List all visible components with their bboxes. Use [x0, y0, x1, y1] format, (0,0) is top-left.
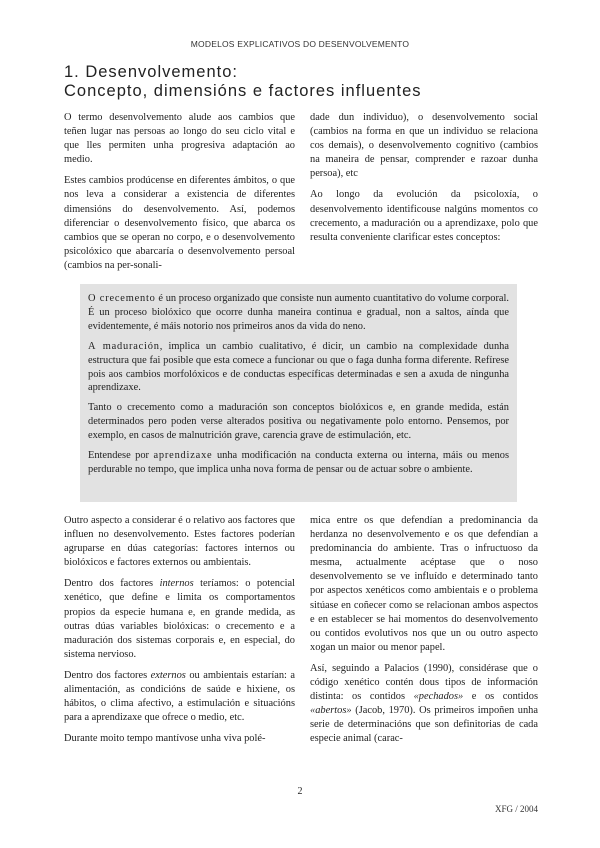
factors-paragraph: Dentro dos factores internos teríamos: o potencial xenético, que define e limita os comportamentos propios da especie humana e, en grande medida, as outras dúas variables biolóxicas: o crecemento e a maduración dos sistemas corporais e, en especial, do sistema nervioso.: [64, 578, 295, 660]
factors-paragraph: Durante moito tempo mantívose unha viva polé-: [64, 733, 266, 745]
definitions-box: [80, 284, 517, 502]
factors-paragraph: Outro aspecto a considerar é o relativo aos factores que influen no desenvolvemento. Estes factores poderían agruparse en dúas categorías: factores internos ou biolóxicos e factores externos ou ambientais.: [64, 515, 295, 569]
factors-paragraph: Dentro dos factores externos ou ambientais estarían: a alimentación, as condicións de saúde e hixiene, os hábitos, o clima afectivo, a estimulación e situacións para a aprendizaxe que ofrece o medio, etc.: [64, 669, 295, 724]
definition-growth: O crecemento é un proceso organizado que consiste nun aumento cuantitativo do volume corporal. É un proceso biolóxico que ocorre dunha maneira continua e gradual, non a saltos, aínda que evidentemente, é máis notorio nos primeiros anos da vida do neno.: [88, 293, 509, 332]
intro-paragraph: O termo desenvolvemento alude aos cambios que teñen lugar nas persoas ao longo do seu ciclo vital e que lles permiten unha progresiva adaptación ao medio.: [64, 112, 295, 166]
running-header: MODELOS EXPLICATIVOS DO DESENVOLVEMENTO: [190, 39, 410, 49]
page-number: 2: [297, 786, 303, 797]
intro-paragraph: dade dun individuo), o desenvolvemento social (cambios na forma en que un individuo se relaciona cos demais), o desenvolvemento cognitivo (cambios na maneira de pensar, comprender e razoar dunha persoa), etc: [310, 112, 538, 180]
factors-column-right: [310, 514, 538, 754]
factors-paragraph: mica entre os que defendían a predominancia da herdanza no desenvolvemento e os que defendían a predominancia do ambiente. Tras o infructuoso da mesma, actualmente acéptase que o noso desenvolvemento se ve influído e determinado tanto por aspectos xenéticos como ambientais e o problema sitúase en coñecer como se relacionan ambos aspectos e en establecer se hai momentos do desenvolvemento ou contidos evolutivos nos que un ou outro aspecto xogan un maior ou menor papel.: [310, 515, 538, 653]
section-title-line-2: Concepto, dimensións e factores influentes: [64, 82, 422, 100]
definition-learning: Entendese por aprendizaxe unha modificación na conducta externa ou interna, máis ou menos perdurable no tempo, que implica unha nova forma de pensar ou de actuar sobre o ambiente.: [88, 450, 510, 475]
definition-maturation: A maduración, implica un cambio cualitativo, é dicir, un cambio na complexidade dunha estructura que fai posible que esta comece a funcionar ou que o faga dunha forma diferente. Refírese pois aos cambios morfolóxicos e de conductas específicas determinadas e sen a axuda de ningunha aprendizaxe.: [88, 340, 509, 394]
intro-column-left: [64, 111, 295, 280]
intro-paragraph: Ao longo da evolución da psicoloxía, o desenvolvemento identificouse nalgúns momentos co crecemento, a maduración ou a aprendizaxe, polo que resulta conveniente clarificar estes conceptos:: [310, 189, 538, 243]
section-title-line-1: 1. Desenvolvemento:: [64, 63, 239, 81]
definition-biological-note: Tanto o crecemento como a maduración son conceptos biolóxicos e, en grande medida, están determinados pero poden verse alterados positiva ou negativamente polo entorno. Pensemos, por exemplo, en casos de malnutrición grave, carencia grave de estimulación, etc.: [88, 402, 509, 442]
term-maturation: A maduración: [88, 340, 160, 352]
intro-column-right: [310, 111, 538, 252]
term-learning: aprendizaxe: [153, 450, 213, 462]
term-growth: O crecemento: [88, 293, 156, 304]
footer-code: XFG / 2004: [494, 804, 538, 814]
factors-column-left: [64, 514, 295, 753]
factors-paragraph: Así, seguindo a Palacios (1990), considérase que o código xenético contén dous tipos de información distinta: os contidos «pechados» e os contidos «abertos» (Jacob, 1970). Os primeiros impoñen unha serie de determinacións que son definitorias de cada especie animal (carac-: [310, 662, 538, 745]
intro-paragraph: Estes cambios prodúcense en diferentes ámbitos, o que nos leva a considerar a existencia de diferentes dimensións do desenvolvemento. Así, podemos diferenciar o desenvolvemento físico, que abarca os cambios que se operan no corpo, e o desenvolvemento psicolóxico que abarcaría o desenvolvemento persoal (cambios na per-sonali-: [64, 175, 295, 271]
section-title: [64, 63, 544, 101]
